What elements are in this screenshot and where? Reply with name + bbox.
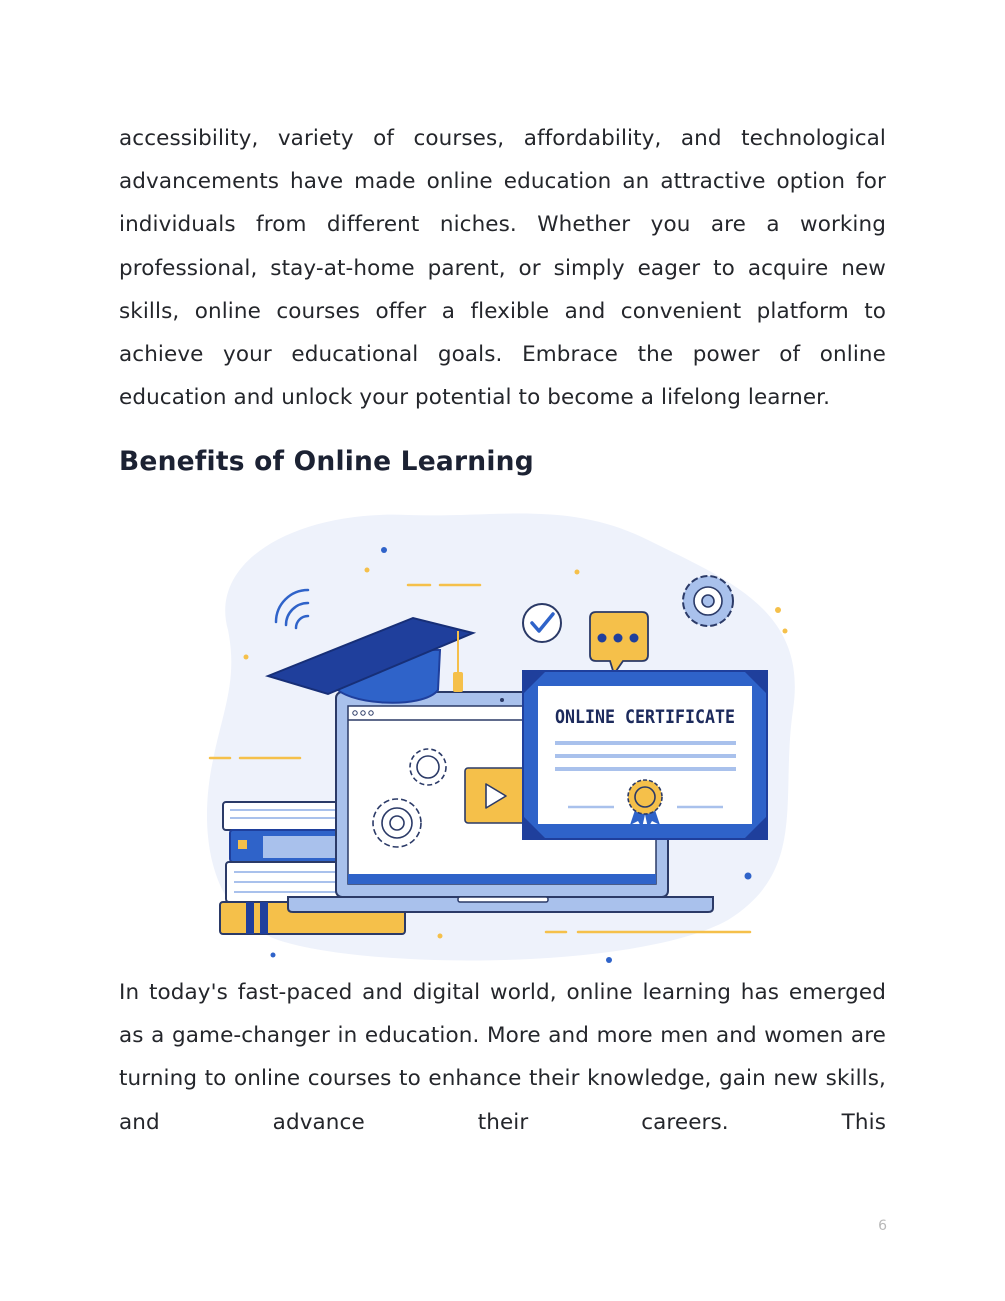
section-heading: Benefits of Online Learning xyxy=(119,446,534,477)
online-learning-illustration xyxy=(168,500,838,970)
checkmark-icon xyxy=(523,604,561,642)
page-number: 6 xyxy=(878,1218,887,1234)
play-icon xyxy=(465,768,525,823)
certificate xyxy=(523,671,767,839)
body-paragraph-1: accessibility, variety of courses, affordability, and technological advancements have made online education an attractive option for individuals from different niches. Whether you are a working professional, stay-at-home parent, or simply eager to acquire new skills, online courses offer a flexible and convenient platform to achieve your educational goals. Embrace the power of online education and unlock your potential to become a lifelong learner. xyxy=(119,126,886,411)
body-paragraph-2: In today's fast-paced and digital world, online learning has emerged as a game-changer in education. More and more men and women are turning to online courses to enhance their knowledge, gain new skills, and advance their careers. This xyxy=(119,980,886,1135)
certificate-title: ONLINE CERTIFICATE xyxy=(555,706,735,728)
gear-icon-large xyxy=(683,576,733,626)
